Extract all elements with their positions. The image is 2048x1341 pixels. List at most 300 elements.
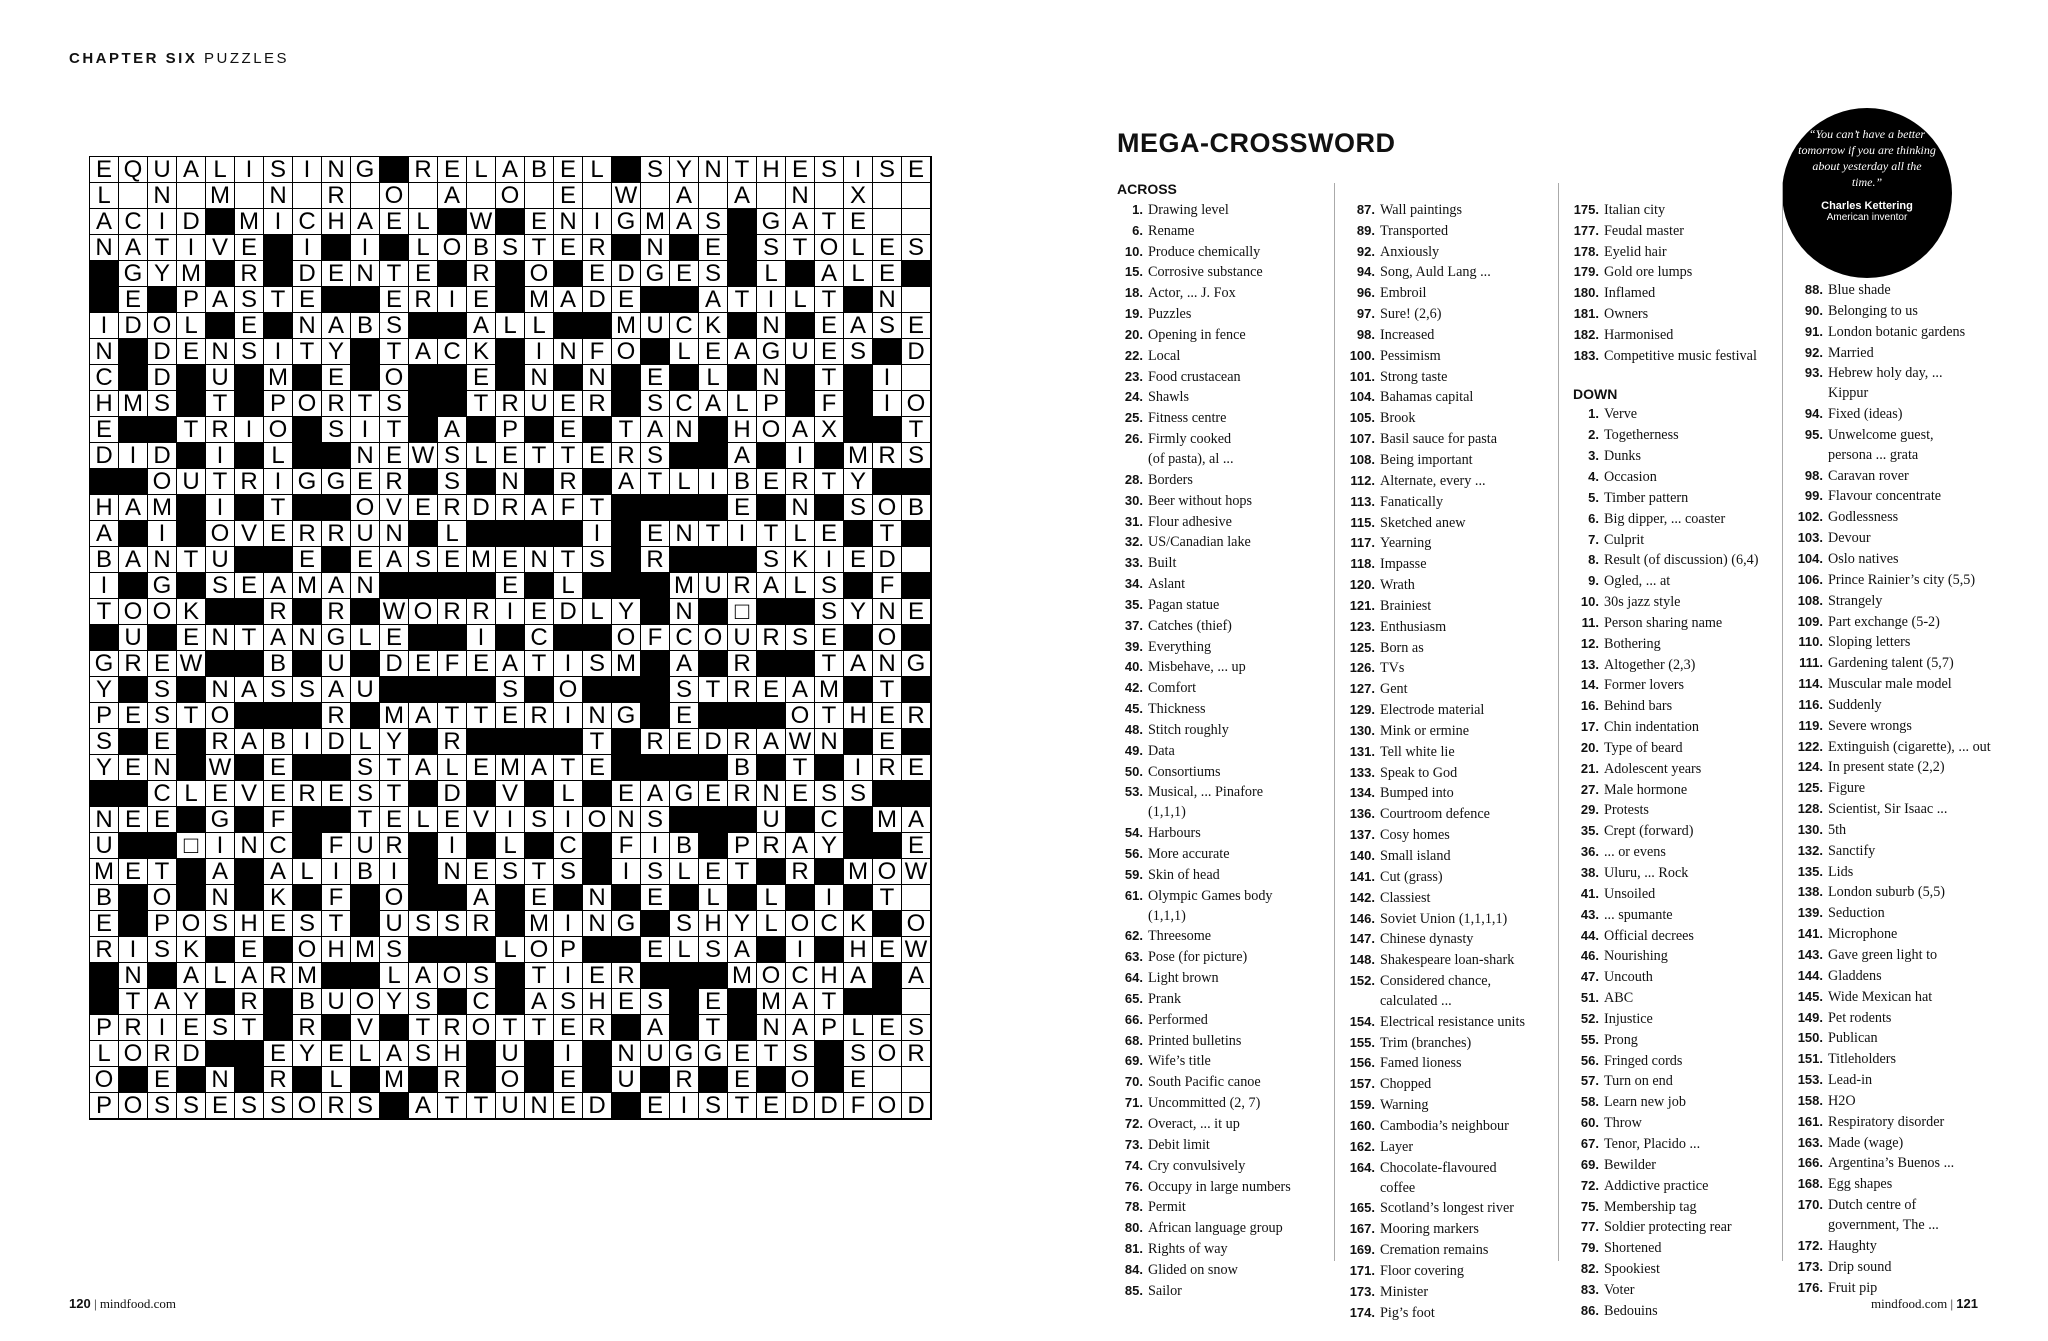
grid-cell[interactable]: E — [786, 157, 815, 183]
grid-cell[interactable]: I — [670, 1093, 699, 1119]
grid-cell[interactable]: E — [699, 235, 728, 261]
grid-cell[interactable]: L — [757, 911, 786, 937]
grid-cell[interactable]: U — [641, 1041, 670, 1067]
grid-cell[interactable]: E — [177, 1015, 206, 1041]
grid-cell[interactable]: A — [699, 287, 728, 313]
grid-cell[interactable]: B — [670, 833, 699, 859]
grid-cell[interactable]: H — [844, 703, 873, 729]
grid-cell[interactable]: W — [612, 183, 641, 209]
grid-cell[interactable]: T — [902, 417, 931, 443]
grid-cell[interactable]: E — [612, 287, 641, 313]
grid-cell[interactable]: A — [409, 339, 438, 365]
grid-cell[interactable]: G — [322, 625, 351, 651]
grid-cell[interactable]: R — [322, 391, 351, 417]
grid-cell[interactable]: S — [641, 443, 670, 469]
grid-cell[interactable]: E — [438, 807, 467, 833]
grid-cell[interactable]: I — [554, 651, 583, 677]
grid-cell[interactable]: N — [612, 807, 641, 833]
grid-cell[interactable]: E — [525, 209, 554, 235]
grid-cell[interactable]: E — [496, 547, 525, 573]
grid-cell[interactable]: S — [786, 1041, 815, 1067]
grid-cell[interactable]: M — [235, 209, 264, 235]
grid-cell[interactable]: M — [525, 287, 554, 313]
grid-cell[interactable]: M — [264, 365, 293, 391]
grid-cell[interactable]: N — [873, 287, 902, 313]
grid-cell[interactable]: R — [583, 235, 612, 261]
grid-cell[interactable]: E — [264, 1041, 293, 1067]
grid-cell[interactable]: U — [351, 521, 380, 547]
grid-cell[interactable]: M — [90, 859, 119, 885]
grid-cell[interactable]: U — [525, 391, 554, 417]
grid-cell[interactable]: L — [757, 885, 786, 911]
grid-cell[interactable]: A — [670, 209, 699, 235]
grid-cell[interactable]: E — [119, 807, 148, 833]
grid-cell[interactable]: L — [351, 729, 380, 755]
crossword-grid[interactable] — [89, 156, 932, 1120]
grid-cell[interactable]: G — [641, 261, 670, 287]
grid-cell[interactable]: R — [728, 677, 757, 703]
grid-cell[interactable]: E — [322, 365, 351, 391]
grid-cell[interactable]: L — [757, 261, 786, 287]
grid-cell[interactable]: A — [264, 573, 293, 599]
grid-cell[interactable]: E — [90, 157, 119, 183]
grid-cell[interactable]: A — [641, 781, 670, 807]
grid-cell[interactable]: S — [902, 1015, 931, 1041]
grid-cell[interactable]: T — [235, 625, 264, 651]
grid-cell[interactable]: R — [728, 729, 757, 755]
grid-cell[interactable]: E — [148, 651, 177, 677]
grid-cell[interactable]: I — [844, 157, 873, 183]
grid-cell[interactable]: S — [438, 469, 467, 495]
grid-cell[interactable]: S — [380, 391, 409, 417]
grid-cell[interactable]: B — [90, 885, 119, 911]
grid-cell[interactable]: P — [815, 1015, 844, 1041]
grid-cell[interactable]: S — [873, 313, 902, 339]
grid-cell[interactable]: A — [177, 963, 206, 989]
grid-cell[interactable]: P — [177, 287, 206, 313]
grid-cell[interactable]: E — [206, 1093, 235, 1119]
grid-cell[interactable]: A — [264, 859, 293, 885]
grid-cell[interactable]: F — [264, 807, 293, 833]
grid-cell[interactable]: R — [757, 625, 786, 651]
grid-cell[interactable]: B — [902, 495, 931, 521]
grid-cell[interactable] — [902, 547, 931, 573]
grid-cell[interactable]: N — [90, 807, 119, 833]
grid-cell[interactable]: E — [757, 469, 786, 495]
grid-cell[interactable]: L — [409, 209, 438, 235]
grid-cell[interactable]: I — [554, 703, 583, 729]
grid-cell[interactable]: K — [844, 911, 873, 937]
grid-cell[interactable]: E — [148, 729, 177, 755]
grid-cell[interactable]: A — [612, 469, 641, 495]
grid-cell[interactable]: G — [612, 209, 641, 235]
grid-cell[interactable]: R — [322, 703, 351, 729]
grid-cell[interactable]: P — [148, 911, 177, 937]
grid-cell[interactable]: T — [728, 287, 757, 313]
grid-cell[interactable]: L — [206, 157, 235, 183]
grid-cell[interactable]: S — [641, 391, 670, 417]
grid-cell[interactable]: E — [757, 1093, 786, 1119]
grid-cell[interactable]: M — [815, 677, 844, 703]
grid-cell[interactable]: E — [641, 1093, 670, 1119]
grid-cell[interactable]: C — [815, 911, 844, 937]
grid-cell[interactable]: D — [177, 209, 206, 235]
grid-cell[interactable]: R — [612, 963, 641, 989]
grid-cell[interactable]: A — [728, 443, 757, 469]
grid-cell[interactable]: T — [554, 547, 583, 573]
grid-cell[interactable]: L — [467, 157, 496, 183]
grid-cell[interactable] — [351, 183, 380, 209]
grid-cell[interactable]: S — [844, 1041, 873, 1067]
grid-cell[interactable]: E — [902, 599, 931, 625]
grid-cell[interactable]: E — [380, 807, 409, 833]
grid-cell[interactable]: A — [786, 417, 815, 443]
grid-cell[interactable]: M — [206, 183, 235, 209]
grid-cell[interactable]: S — [409, 989, 438, 1015]
grid-cell[interactable]: E — [873, 235, 902, 261]
grid-cell[interactable]: V — [496, 781, 525, 807]
grid-cell[interactable]: R — [902, 1041, 931, 1067]
grid-cell[interactable]: M — [293, 963, 322, 989]
grid-cell[interactable]: R — [409, 287, 438, 313]
grid-cell[interactable]: H — [844, 937, 873, 963]
grid-cell[interactable]: T — [815, 703, 844, 729]
grid-cell[interactable]: I — [90, 573, 119, 599]
grid-cell[interactable]: N — [264, 183, 293, 209]
grid-cell[interactable]: R — [148, 1041, 177, 1067]
grid-cell[interactable]: F — [612, 833, 641, 859]
grid-cell[interactable]: A — [728, 339, 757, 365]
grid-cell[interactable]: I — [380, 859, 409, 885]
grid-cell[interactable]: I — [351, 235, 380, 261]
grid-cell[interactable]: I — [206, 495, 235, 521]
grid-cell[interactable]: A — [119, 547, 148, 573]
grid-cell[interactable]: S — [554, 859, 583, 885]
grid-cell[interactable]: T — [525, 1015, 554, 1041]
grid-cell[interactable]: N — [786, 183, 815, 209]
grid-cell[interactable]: L — [467, 443, 496, 469]
grid-cell[interactable]: E — [902, 313, 931, 339]
grid-cell[interactable]: S — [641, 157, 670, 183]
grid-cell[interactable]: □ — [728, 599, 757, 625]
grid-cell[interactable]: G — [670, 781, 699, 807]
grid-cell[interactable]: O — [293, 937, 322, 963]
grid-cell[interactable]: S — [757, 235, 786, 261]
grid-cell[interactable]: O — [757, 417, 786, 443]
grid-cell[interactable]: N — [583, 911, 612, 937]
grid-cell[interactable] — [293, 183, 322, 209]
grid-cell[interactable]: T — [554, 755, 583, 781]
grid-cell[interactable]: T — [728, 859, 757, 885]
grid-cell[interactable]: I — [119, 937, 148, 963]
grid-cell[interactable]: D — [902, 1093, 931, 1119]
grid-cell[interactable]: U — [496, 1041, 525, 1067]
grid-cell[interactable]: T — [351, 391, 380, 417]
grid-cell[interactable]: U — [90, 833, 119, 859]
grid-cell[interactable]: A — [177, 157, 206, 183]
grid-cell[interactable]: I — [293, 235, 322, 261]
grid-cell[interactable]: T — [380, 417, 409, 443]
grid-cell[interactable]: N — [525, 365, 554, 391]
grid-cell[interactable]: T — [815, 365, 844, 391]
grid-cell[interactable]: T — [728, 157, 757, 183]
grid-cell[interactable] — [873, 183, 902, 209]
grid-cell[interactable]: N — [873, 599, 902, 625]
grid-cell[interactable]: T — [612, 417, 641, 443]
grid-cell[interactable]: D — [148, 365, 177, 391]
grid-cell[interactable]: T — [177, 417, 206, 443]
grid-cell[interactable]: Y — [670, 157, 699, 183]
grid-cell[interactable]: S — [583, 651, 612, 677]
grid-cell[interactable]: O — [380, 183, 409, 209]
grid-cell[interactable]: A — [409, 963, 438, 989]
grid-cell[interactable]: T — [177, 547, 206, 573]
grid-cell[interactable]: T — [380, 339, 409, 365]
grid-cell[interactable]: R — [728, 573, 757, 599]
grid-cell[interactable]: O — [409, 599, 438, 625]
grid-cell[interactable]: Y — [612, 599, 641, 625]
grid-cell[interactable]: L — [177, 313, 206, 339]
grid-cell[interactable]: W — [902, 859, 931, 885]
grid-cell[interactable]: N — [757, 365, 786, 391]
grid-cell[interactable]: □ — [177, 833, 206, 859]
grid-cell[interactable]: A — [670, 651, 699, 677]
grid-cell[interactable]: R — [235, 469, 264, 495]
grid-cell[interactable]: S — [148, 391, 177, 417]
grid-cell[interactable]: U — [786, 339, 815, 365]
grid-cell[interactable]: O — [148, 313, 177, 339]
grid-cell[interactable]: H — [90, 391, 119, 417]
grid-cell[interactable]: S — [467, 963, 496, 989]
grid-cell[interactable]: U — [351, 833, 380, 859]
grid-cell[interactable]: R — [235, 989, 264, 1015]
grid-cell[interactable]: T — [873, 521, 902, 547]
grid-cell[interactable]: T — [206, 391, 235, 417]
grid-cell[interactable]: R — [467, 261, 496, 287]
grid-cell[interactable]: U — [699, 573, 728, 599]
grid-cell[interactable]: E — [873, 729, 902, 755]
grid-cell[interactable]: A — [206, 287, 235, 313]
grid-cell[interactable]: E — [583, 443, 612, 469]
grid-cell[interactable]: R — [728, 781, 757, 807]
grid-cell[interactable]: T — [815, 209, 844, 235]
grid-cell[interactable]: N — [293, 625, 322, 651]
grid-cell[interactable]: A — [699, 391, 728, 417]
grid-cell[interactable]: I — [438, 287, 467, 313]
grid-cell[interactable]: U — [206, 547, 235, 573]
grid-cell[interactable]: E — [699, 339, 728, 365]
grid-cell[interactable]: M — [612, 313, 641, 339]
grid-cell[interactable]: L — [844, 235, 873, 261]
grid-cell[interactable]: V — [380, 495, 409, 521]
grid-cell[interactable]: I — [873, 365, 902, 391]
grid-cell[interactable]: G — [90, 651, 119, 677]
grid-cell[interactable]: T — [380, 781, 409, 807]
grid-cell[interactable]: E — [380, 443, 409, 469]
grid-cell[interactable]: T — [235, 1015, 264, 1041]
grid-cell[interactable]: S — [815, 781, 844, 807]
grid-cell[interactable]: M — [148, 495, 177, 521]
grid-cell[interactable]: D — [554, 599, 583, 625]
grid-cell[interactable]: O — [119, 1041, 148, 1067]
grid-cell[interactable]: B — [351, 859, 380, 885]
grid-cell[interactable]: E — [322, 1041, 351, 1067]
grid-cell[interactable]: S — [293, 911, 322, 937]
grid-cell[interactable]: O — [467, 1015, 496, 1041]
grid-cell[interactable]: S — [264, 677, 293, 703]
grid-cell[interactable]: O — [380, 885, 409, 911]
grid-cell[interactable]: R — [90, 937, 119, 963]
grid-cell[interactable]: I — [148, 521, 177, 547]
grid-cell[interactable]: R — [293, 521, 322, 547]
grid-cell[interactable]: D — [873, 547, 902, 573]
grid-cell[interactable]: T — [583, 729, 612, 755]
grid-cell[interactable]: L — [409, 807, 438, 833]
grid-cell[interactable]: L — [496, 833, 525, 859]
grid-cell[interactable]: M — [177, 261, 206, 287]
grid-cell[interactable]: C — [119, 209, 148, 235]
grid-cell[interactable]: D — [90, 443, 119, 469]
grid-cell[interactable]: E — [351, 469, 380, 495]
grid-cell[interactable]: R — [641, 729, 670, 755]
grid-cell[interactable]: S — [641, 807, 670, 833]
grid-cell[interactable]: C — [670, 313, 699, 339]
grid-cell[interactable] — [902, 1067, 931, 1093]
grid-cell[interactable]: F — [438, 651, 467, 677]
grid-cell[interactable]: R — [641, 547, 670, 573]
grid-cell[interactable]: S — [177, 1093, 206, 1119]
grid-cell[interactable]: R — [554, 469, 583, 495]
grid-cell[interactable]: E — [873, 261, 902, 287]
grid-cell[interactable]: E — [873, 937, 902, 963]
grid-cell[interactable]: T — [786, 235, 815, 261]
grid-cell[interactable]: I — [148, 1015, 177, 1041]
grid-cell[interactable]: T — [699, 1015, 728, 1041]
grid-cell[interactable]: U — [322, 989, 351, 1015]
grid-cell[interactable]: A — [554, 287, 583, 313]
grid-cell[interactable]: O — [496, 1067, 525, 1093]
grid-cell[interactable]: U — [206, 365, 235, 391]
grid-cell[interactable]: S — [844, 781, 873, 807]
grid-cell[interactable]: S — [148, 703, 177, 729]
grid-cell[interactable]: M — [525, 911, 554, 937]
grid-cell[interactable]: A — [351, 209, 380, 235]
grid-cell[interactable]: E — [844, 209, 873, 235]
grid-cell[interactable]: L — [670, 937, 699, 963]
grid-cell[interactable]: E — [641, 885, 670, 911]
grid-cell[interactable]: T — [409, 1015, 438, 1041]
grid-cell[interactable]: R — [322, 599, 351, 625]
grid-cell[interactable]: I — [90, 313, 119, 339]
grid-cell[interactable]: E — [873, 1015, 902, 1041]
grid-cell[interactable]: P — [728, 833, 757, 859]
grid-cell[interactable]: E — [264, 911, 293, 937]
grid-cell[interactable]: I — [815, 885, 844, 911]
grid-cell[interactable]: R — [728, 651, 757, 677]
grid-cell[interactable]: M — [351, 937, 380, 963]
grid-cell[interactable]: O — [815, 235, 844, 261]
grid-cell[interactable] — [235, 183, 264, 209]
grid-cell[interactable]: M — [496, 755, 525, 781]
grid-cell[interactable]: N — [757, 313, 786, 339]
grid-cell[interactable]: E — [641, 365, 670, 391]
grid-cell[interactable]: D — [380, 651, 409, 677]
grid-cell[interactable]: S — [699, 261, 728, 287]
grid-cell[interactable]: Y — [148, 261, 177, 287]
grid-cell[interactable]: N — [438, 859, 467, 885]
grid-cell[interactable]: E — [525, 599, 554, 625]
grid-cell[interactable]: U — [612, 1067, 641, 1093]
grid-cell[interactable]: I — [438, 833, 467, 859]
grid-cell[interactable]: E — [119, 287, 148, 313]
grid-cell[interactable]: O — [206, 703, 235, 729]
grid-cell[interactable]: N — [206, 1067, 235, 1093]
grid-cell[interactable]: A — [380, 1041, 409, 1067]
grid-cell[interactable]: G — [612, 911, 641, 937]
grid-cell[interactable]: C — [786, 963, 815, 989]
grid-cell[interactable]: N — [583, 885, 612, 911]
grid-cell[interactable]: E — [264, 781, 293, 807]
grid-cell[interactable]: L — [699, 365, 728, 391]
grid-cell[interactable] — [119, 183, 148, 209]
grid-cell[interactable]: A — [786, 677, 815, 703]
grid-cell[interactable]: G — [206, 807, 235, 833]
grid-cell[interactable]: E — [670, 261, 699, 287]
grid-cell[interactable]: A — [235, 677, 264, 703]
grid-cell[interactable]: L — [554, 781, 583, 807]
grid-cell[interactable]: E — [641, 521, 670, 547]
grid-cell[interactable]: R — [438, 599, 467, 625]
grid-cell[interactable]: L — [496, 313, 525, 339]
grid-cell[interactable]: E — [380, 625, 409, 651]
grid-cell[interactable]: N — [206, 677, 235, 703]
grid-cell[interactable]: M — [380, 703, 409, 729]
grid-cell[interactable]: S — [409, 1041, 438, 1067]
grid-cell[interactable]: I — [496, 807, 525, 833]
grid-cell[interactable]: S — [699, 1093, 728, 1119]
grid-cell[interactable]: S — [438, 443, 467, 469]
grid-cell[interactable]: A — [844, 651, 873, 677]
grid-cell[interactable]: A — [409, 755, 438, 781]
grid-cell[interactable]: E — [525, 885, 554, 911]
grid-cell[interactable]: O — [525, 261, 554, 287]
grid-cell[interactable]: F — [322, 885, 351, 911]
grid-cell[interactable] — [902, 989, 931, 1015]
grid-cell[interactable]: E — [815, 625, 844, 651]
grid-cell[interactable]: E — [554, 183, 583, 209]
grid-cell[interactable]: H — [815, 963, 844, 989]
grid-cell[interactable]: T — [699, 521, 728, 547]
grid-cell[interactable]: A — [90, 209, 119, 235]
grid-cell[interactable]: T — [815, 989, 844, 1015]
grid-cell[interactable]: H — [322, 209, 351, 235]
grid-cell[interactable]: R — [496, 391, 525, 417]
grid-cell[interactable]: A — [467, 885, 496, 911]
grid-cell[interactable]: D — [148, 339, 177, 365]
grid-cell[interactable] — [902, 287, 931, 313]
grid-cell[interactable]: N — [90, 235, 119, 261]
grid-cell[interactable]: A — [235, 729, 264, 755]
grid-cell[interactable]: L — [583, 599, 612, 625]
grid-cell[interactable]: R — [786, 469, 815, 495]
grid-cell[interactable]: A — [815, 261, 844, 287]
grid-cell[interactable]: R — [583, 391, 612, 417]
grid-cell[interactable]: L — [554, 573, 583, 599]
grid-cell[interactable]: S — [496, 677, 525, 703]
grid-cell[interactable] — [641, 183, 670, 209]
grid-cell[interactable]: A — [844, 963, 873, 989]
grid-cell[interactable]: M — [844, 859, 873, 885]
